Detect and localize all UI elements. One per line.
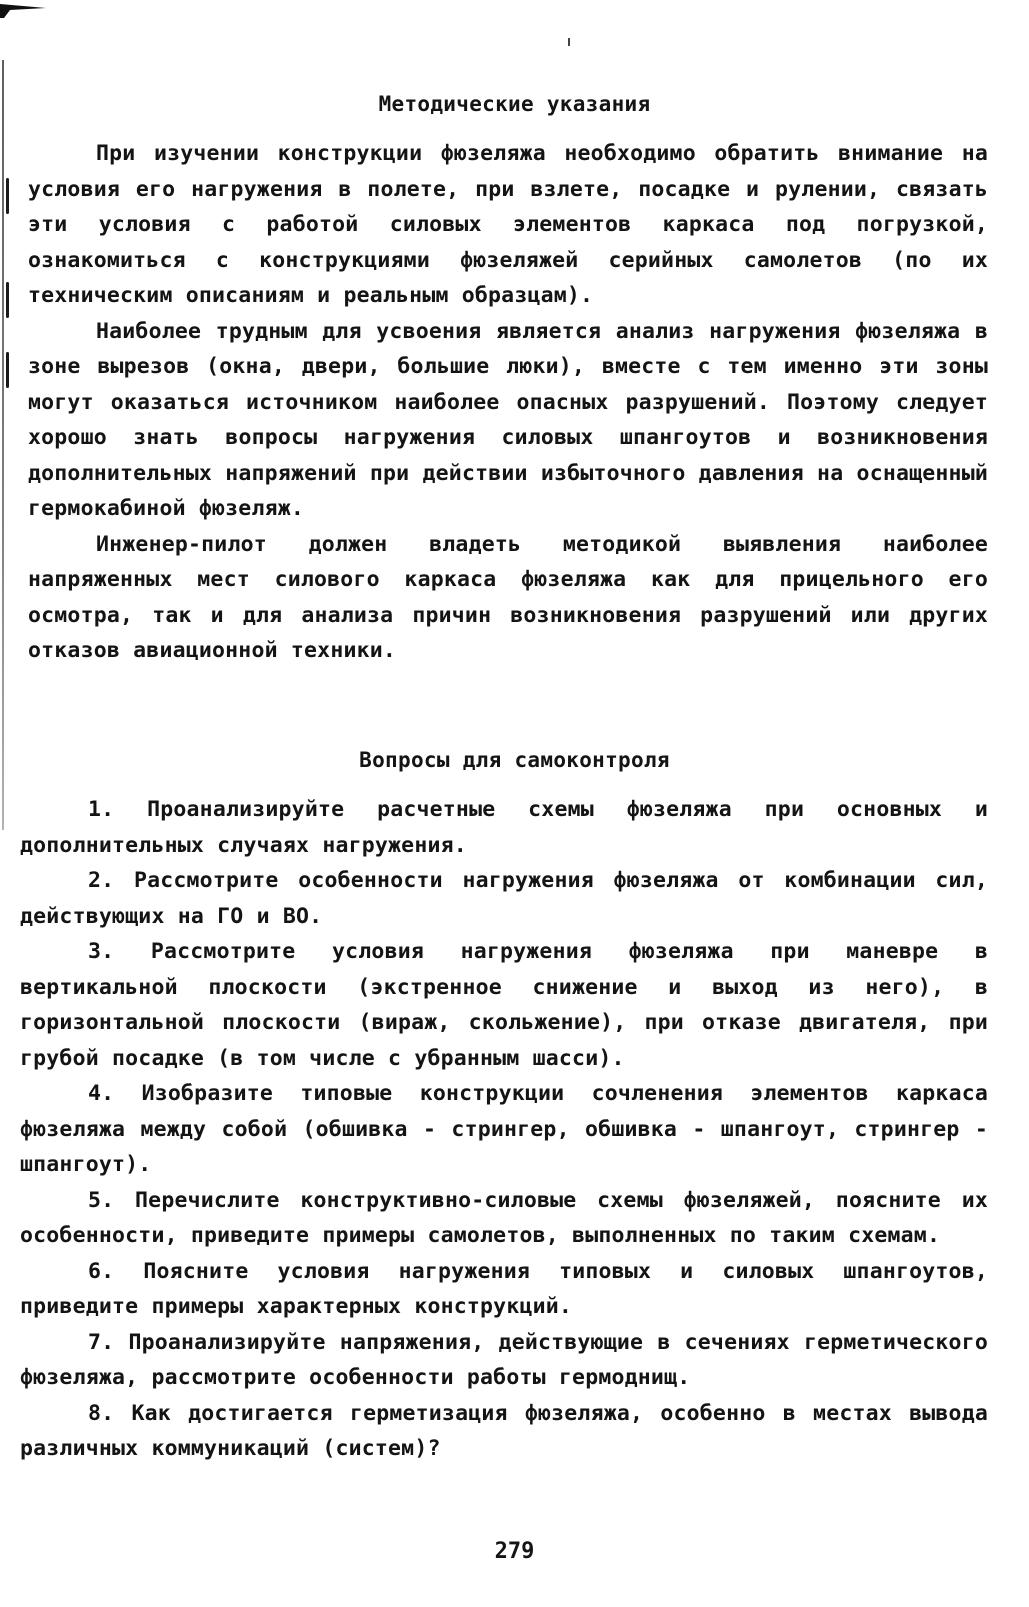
questions-list bbox=[20, 792, 988, 1467]
question-item: 7. Проанализируйте напряжения, действующие в сечениях герметического фюзеляжа, рассмотрите особенности работы гермоднищ. bbox=[20, 1329, 988, 1390]
margin-bracket bbox=[6, 352, 9, 388]
section-title: Методические указания bbox=[378, 92, 651, 116]
question-item: 5. Перечислите конструктивно-силовые схемы фюзеляжей, поясните их особенности, приведите примеры самолетов, выполненных по таким схемам. bbox=[20, 1187, 988, 1248]
question-item: 8. Как достигается герметизация фюзеляжа, особенно в местах вывода различных коммуникаций (систем)? bbox=[20, 1400, 988, 1461]
question-item: 1. Проанализируйте расчетные схемы фюзеляжа при основных и дополнительных случаях нагружения. bbox=[20, 797, 988, 858]
questions-title: Вопросы для самоконтроля bbox=[359, 748, 670, 772]
left-margin-rule bbox=[2, 60, 4, 830]
paragraph: При изучении конструкции фюзеляжа необходимо обратить внимание на условия его нагружения в полете, при взлете, посадке и рулении, связать эти условия с работой силовых элементов каркаса под погрузкой, ознакомиться с конструкциями фюзеляжей серийных самолетов (по их техническим описаниям и реальным образцам). bbox=[28, 141, 988, 308]
corner-mark bbox=[0, 4, 46, 18]
scan-tick bbox=[568, 38, 570, 46]
paragraph: Наиболее трудным для усвоения является анализ нагружения фюзеляжа в зоне вырезов (окна, двери, большие люки), вместе с тем именно эти зоны могут оказаться источником наиболее опасных разрушений. Поэтому следует хорошо знать вопросы нагружения силовых шпангоутов и возникновения дополнительных напряжений при действии избыточного давления на оснащенный гермокабиной фюзеляж. bbox=[28, 318, 988, 521]
question-item: 2. Рассмотрите особенности нагружения фюзеляжа от комбинации сил, действующих на ГО и ВО. bbox=[20, 868, 988, 929]
margin-bracket bbox=[6, 282, 9, 318]
body-text bbox=[28, 136, 988, 669]
margin-bracket bbox=[6, 178, 9, 214]
question-item: 6. Поясните условия нагружения типовых и силовых шпангоутов, приведите примеры характерных конструкций. bbox=[20, 1258, 988, 1319]
paragraph: Инженер-пилот должен владеть методикой выявления наиболее напряженных мест силового каркаса фюзеляжа как для прицельного его осмотра, так и для анализа причин возникновения разрушений или других отказов авиационной техники. bbox=[28, 531, 988, 663]
question-item: 3. Рассмотрите условия нагружения фюзеляжа при маневре в вертикальной плоскости (экстренное снижение и выход из него), в горизонтальной плоскости (вираж, скольжение), при отказе двигателя, при грубой посадке (в том числе с убранным шасси). bbox=[20, 939, 988, 1071]
question-item: 4. Изобразите типовые конструкции сочленения элементов каркаса фюзеляжа между собой (обшивка - стрингер, обшивка - шпангоут, стрингер - шпангоут). bbox=[20, 1081, 988, 1177]
page-number: 279 bbox=[494, 1539, 535, 1564]
